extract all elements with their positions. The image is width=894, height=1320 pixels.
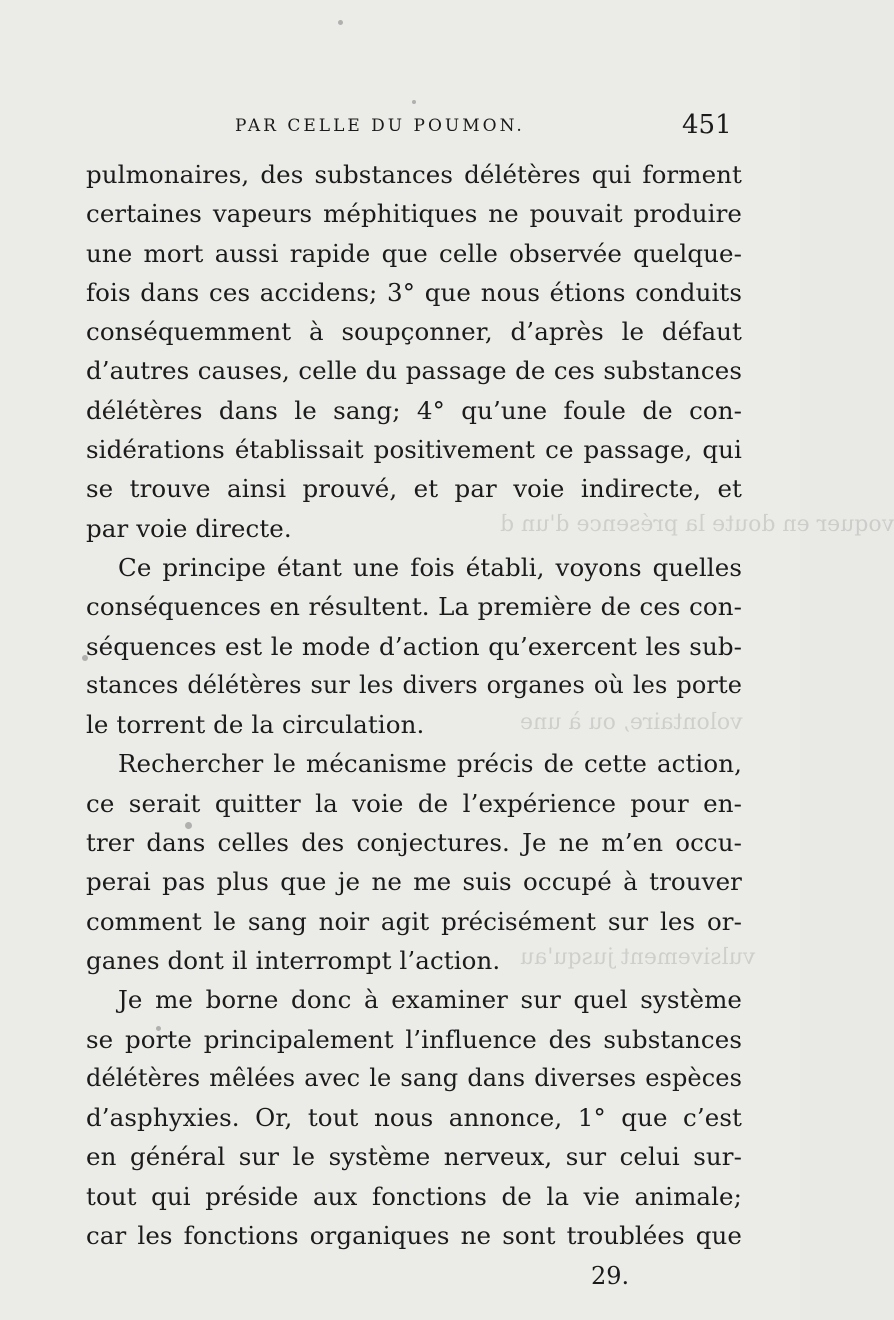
text-line: se trouve ainsi prouvé, et par voie indirecte, et bbox=[86, 474, 742, 504]
text-line: Je me borne donc à examiner sur quel système bbox=[118, 985, 742, 1015]
text-line: comment le sang noir agit précisément sur les or- bbox=[86, 906, 742, 936]
text-line: stances délétères sur les divers organes où les porte bbox=[86, 670, 742, 699]
text-line: une mort aussi rapide que celle observée quelque- bbox=[86, 238, 742, 268]
text-line: sidérations établissait positivement ce passage, qui bbox=[86, 435, 742, 465]
running-head-title: PAR CELLE DU POUMON. bbox=[235, 116, 525, 136]
text-line: conséquemment à soupçonner, d’après le défaut bbox=[86, 317, 742, 347]
text-line: fois dans ces accidens; 3° que nous étions conduits bbox=[86, 277, 742, 307]
text-line: délétères dans le sang; 4° qu’une foule de con- bbox=[86, 395, 742, 425]
text-line: le torrent de la circulation. bbox=[86, 710, 425, 740]
text-line: ce serait quitter la voie de l’expérience pour en- bbox=[86, 788, 742, 818]
text-line: conséquences en résultent. La première de ces con- bbox=[86, 592, 742, 622]
text-line: Ce principe étant une fois établi, voyons quelles bbox=[118, 552, 742, 582]
text-line: séquences est le mode d’action qu’exercent les sub- bbox=[86, 631, 742, 661]
signature-mark: 29. bbox=[591, 1262, 630, 1290]
text-line: tout qui préside aux fonctions de la vie animale; bbox=[86, 1181, 742, 1211]
text-line: perai pas plus que je ne me suis occupé à trouver bbox=[86, 867, 742, 897]
text-line: d’asphyxies. Or, tout nous annonce, 1° que c’est bbox=[86, 1103, 742, 1133]
text-line: Rechercher le mécanisme précis de cette action, bbox=[118, 749, 742, 779]
text-line: se porte principalement l’influence des substances bbox=[86, 1024, 742, 1054]
text-line: ganes dont il interrompt l’action. bbox=[86, 945, 501, 975]
text-line: en général sur le système nerveux, sur celui sur- bbox=[86, 1142, 742, 1172]
text-line: d’autres causes, celle du passage de ces substances bbox=[86, 356, 742, 386]
bleed-through-mark: voquer en doute la présence d'un d bbox=[500, 512, 894, 537]
text-line: pulmonaires, des substances délétères qui forment bbox=[86, 160, 742, 189]
bleed-through-mark: volontaire, ou à une bbox=[520, 710, 743, 735]
paper-speck bbox=[412, 100, 416, 104]
body-text bbox=[86, 155, 742, 1255]
text-line: car les fonctions organiques ne sont troublées que bbox=[86, 1221, 742, 1251]
paper-speck bbox=[338, 20, 343, 25]
text-line: délétères mêlées avec le sang dans diverses espèces bbox=[86, 1063, 742, 1092]
page-number: 451 bbox=[682, 110, 732, 140]
text-line: par voie directe. bbox=[86, 513, 292, 543]
bleed-through-mark: vulsivement jusqu'au bbox=[520, 945, 756, 970]
running-head bbox=[0, 112, 800, 148]
text-line: certaines vapeurs méphitiques ne pouvait produire bbox=[86, 199, 742, 229]
text-line: trer dans celles des conjectures. Je ne m’en occu- bbox=[86, 828, 742, 858]
